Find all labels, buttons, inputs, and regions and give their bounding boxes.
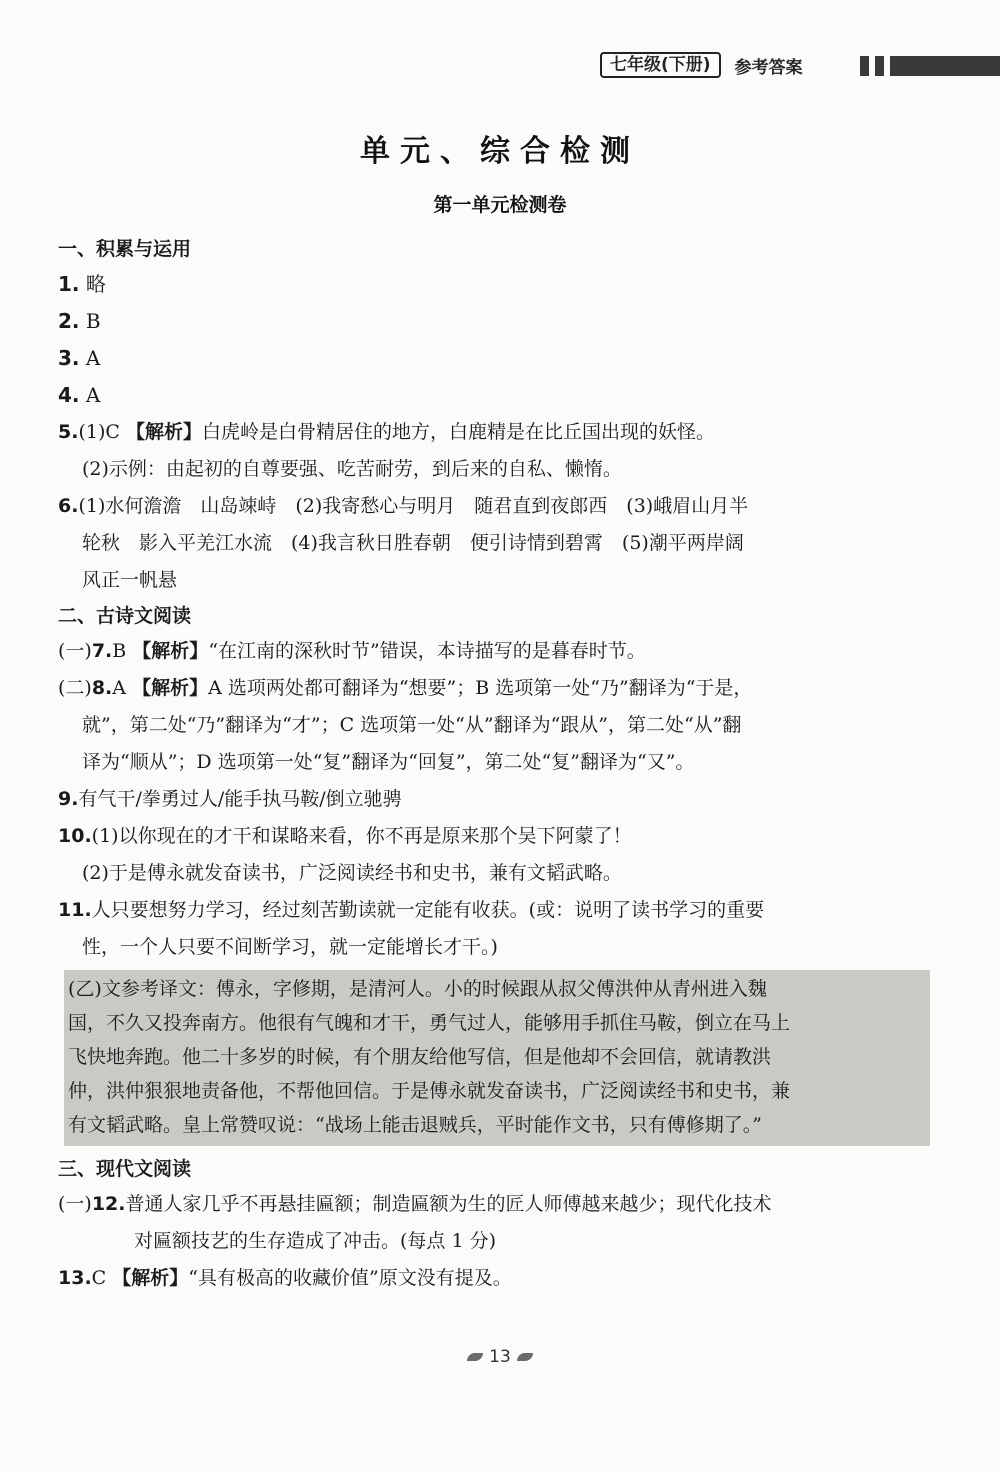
- question-7: (一)7.B 【解析】“在江南的深秋时节”错误，本诗描写的是暮春时节。: [58, 640, 646, 662]
- running-header: [600, 52, 803, 78]
- question-5-part-2: (2)示例：由起初的自尊要强、吃苦耐劳，到后来的自私、懒惰。: [82, 458, 622, 480]
- question-8: (二)8.A 【解析】A 选项两处都可翻译为“想要”；B 选项第一处“乃”翻译为“于是， 就”，第二处“乃”翻译为“才”；C 选项第一处“从”翻译为“跟从”，第二处“从”翻 译为“顺从”；D 选项第一处“复”翻译为“回复”，第二处“复”翻译为“又”。: [58, 677, 753, 773]
- question-6: 6.(1)水何澹澹 山岛竦峙 (2)我寄愁心与明月 随君直到夜郎西 (3)峨眉山月半 轮秋 影入平羌江水流 (4)我言秋日胜春朝 便引诗情到碧霄 (5)潮平两岸阔 风正一帆悬: [58, 495, 749, 591]
- question-12: (一)12.普通人家几乎不再悬挂匾额；制造匾额为生的匠人师傅越来越少；现代化技术 对匾额技艺的生存造成了冲击。(每点 1 分): [58, 1193, 772, 1252]
- section-heading: 一、积累与运用: [58, 238, 192, 260]
- leaf-icon: [467, 1353, 483, 1361]
- reference-translation-box: (乙)文参考译文：傅永，字修期，是清河人。小的时候跟从叔父傅洪仲从青州进入魏 国，不久又投奔南方。他很有气魄和才干，勇气过人，能够用手抓住马鞍，倒立在马上 飞快地奔跑。他二十多岁的时候，有个朋友给他写信，但是他却不会回信，就请教洪 仲，洪仲狠狠地责备他，不帮他回信。于是傅永就发奋读书，广泛阅读经书和史书，兼 有文韬武略。皇上常赞叹说：“战场上能击退贼兵，平时能作文书，只有傅修期了。”: [64, 970, 930, 1146]
- page-subtitle: 第一单元检测卷: [433, 194, 567, 216]
- question-5: 5.(1)C 【解析】白虎岭是白骨精居住的地方，白鹿精是在比丘国出现的妖怪。: [58, 421, 715, 443]
- question-2: 2. B: [58, 309, 101, 333]
- page-number: 13: [0, 1347, 1000, 1367]
- page-title: 单元、综合检测: [360, 134, 640, 169]
- answers-label: 参考答案: [734, 57, 803, 78]
- question-3: 3. A: [58, 346, 101, 370]
- section-heading: 三、现代文阅读: [58, 1158, 192, 1180]
- question-1: 1. 略: [58, 272, 106, 296]
- section-heading: 二、古诗文阅读: [58, 605, 192, 627]
- question-11: 11.人只要想努力学习，经过刻苦勤读就一定能有收获。(或：说明了读书学习的重要 性，一个人只要不间断学习，就一定能增长才干。): [58, 899, 765, 958]
- answer-content: [58, 232, 928, 1297]
- grade-tag: 七年级(下册): [600, 52, 721, 78]
- question-10: 10.(1)以你现在的才干和谋略来看，你不再是原来那个吴下阿蒙了！ (2)于是傅永就发奋读书，广泛阅读经书和史书，兼有文韬武略。: [58, 825, 632, 884]
- leaf-icon: [517, 1353, 533, 1361]
- question-4: 4. A: [58, 383, 101, 407]
- question-13: 13.C 【解析】“具有极高的收藏价值”原文没有提及。: [58, 1267, 512, 1289]
- question-9: 9.有气干/拳勇过人/能手执马鞍/倒立驰骋: [58, 788, 402, 810]
- header-bars-decoration: [860, 56, 1000, 76]
